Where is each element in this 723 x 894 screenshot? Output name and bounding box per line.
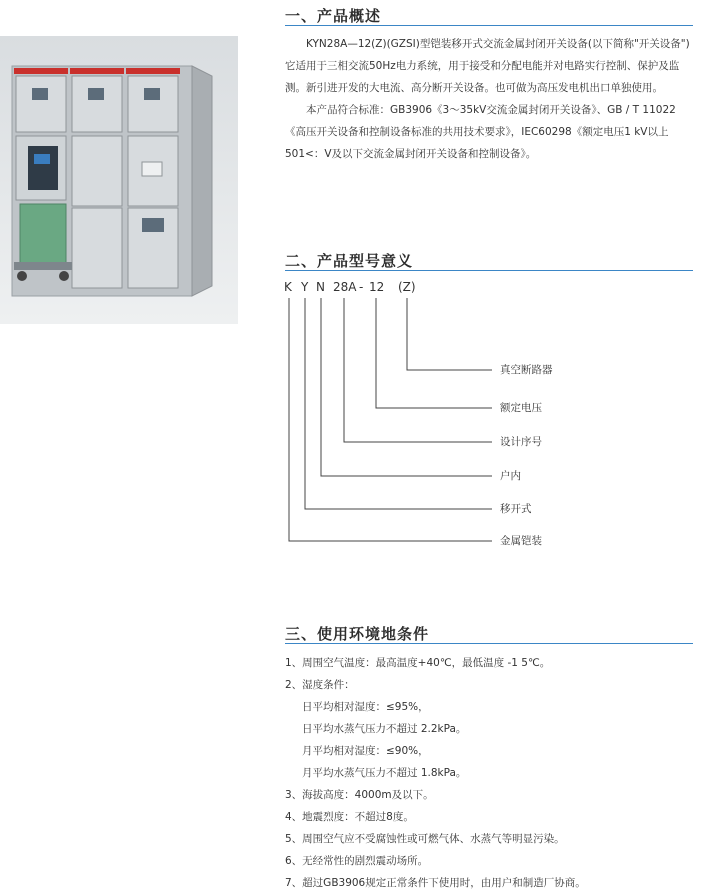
model-part-y: Y <box>301 280 309 294</box>
condition-subitem: 日平均相对湿度：≤95%， <box>302 701 429 713</box>
section-title-overview: 一、产品概述 <box>285 7 382 25</box>
section-title-model: 二、产品型号意义 <box>285 252 414 270</box>
model-part-dash: - <box>359 280 364 294</box>
condition-item: 3、海拔高度：4000m及以下。 <box>285 789 434 801</box>
model-label-rated-voltage: 额定电压 <box>500 402 542 414</box>
model-label-withdrawable: 移开式 <box>500 503 532 515</box>
condition-subitem: 月平均水蒸气压力不超过 1.8kPa。 <box>302 767 467 779</box>
model-label-design-serial: 设计序号 <box>500 436 542 448</box>
section-divider <box>285 643 693 644</box>
condition-item: 1、周围空气温度：最高温度+40℃，最低温度 -1 5℃。 <box>285 657 551 669</box>
model-part-breaker: (Z) <box>398 280 416 294</box>
model-label-vacuum-breaker: 真空断路器 <box>500 364 553 376</box>
condition-subitem: 月平均相对湿度：≤90%， <box>302 745 429 757</box>
condition-item: 7、超过GB3906规定正常条件下使用时，由用户和制造厂协商。 <box>285 877 586 889</box>
condition-item: 4、地震烈度：不超过8度。 <box>285 811 414 823</box>
section-title-conditions: 三、使用环境地条件 <box>285 625 430 643</box>
connector-line <box>407 298 492 370</box>
model-label-indoor: 户内 <box>500 470 521 482</box>
model-label-metal-clad: 金属铠装 <box>500 535 542 547</box>
condition-item: 5、周围空气应不受腐蚀性或可燃气体、水蒸气等明显污染。 <box>285 833 565 845</box>
overview-paragraph: 本产品符合标准：GB3906《3～35kV交流金属封闭开关设备》、GB / T 11022《高压开关设备和控制设备标准的共用技术要求》，IEC60298《额定电压1 kV以上501<：V及以下交流金属封闭开关设备和控制设备》。 <box>285 104 676 160</box>
connector-line <box>289 298 492 541</box>
connector-line <box>376 298 492 408</box>
model-part-series: 28A <box>333 280 357 294</box>
overview-paragraph: KYN28A—12(Z)(GZSI)型铠装移开式交流金属封闭开关设备(以下简称"开关设备")它适用于三相交流50Hz电力系统，用于接受和分配电能并对电路实行控制、保护及监测。新引进开发的大电流、高分断开关设备。也可做为高压发电机出口单独使用。 <box>285 38 690 94</box>
condition-item: 2、湿度条件： <box>285 679 355 691</box>
model-part-voltage: 12 <box>369 280 385 294</box>
condition-item: 6、无经常性的剧烈震动场所。 <box>285 855 429 867</box>
model-part-k: K <box>284 280 292 294</box>
model-part-n: N <box>316 280 325 294</box>
condition-subitem: 日平均水蒸气压力不超过 2.2kPa。 <box>302 723 467 735</box>
conditions-list <box>285 652 586 894</box>
connector-line <box>305 298 492 509</box>
